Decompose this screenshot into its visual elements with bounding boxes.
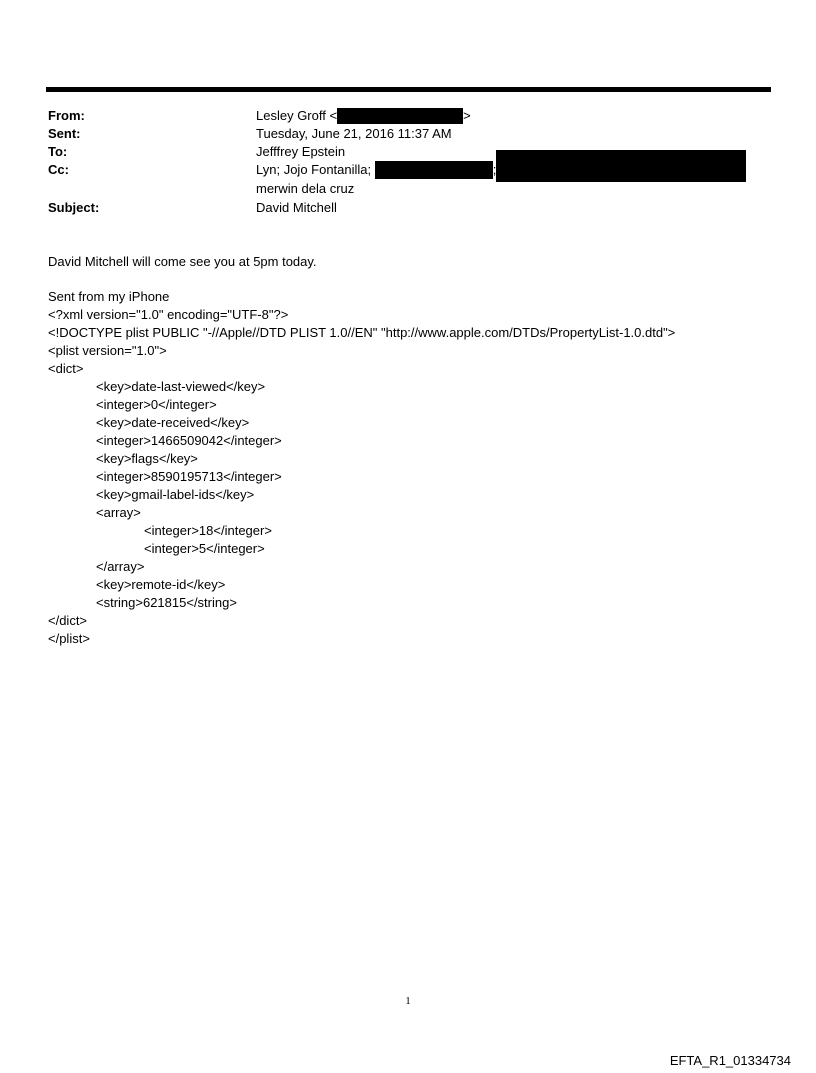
xml-line: <plist version="1.0"> [48, 343, 167, 358]
xml-line: <dict> [48, 361, 84, 376]
redaction-block [375, 161, 493, 179]
from-label: From: [48, 108, 85, 123]
xml-line: <key>date-last-viewed</key> [96, 379, 266, 394]
bates-number: EFTA_R1_01334734 [669, 1053, 791, 1068]
page-number: 1 [405, 995, 411, 1007]
subject-value: David Mitchell [256, 200, 337, 215]
cc-value-line1 [256, 161, 496, 179]
xml-line: <key>remote-id</key> [96, 577, 226, 592]
xml-line: <integer>1466509042</integer> [96, 433, 282, 448]
cc-recipients: Lyn; Jojo Fontanilla; [256, 162, 372, 177]
xml-line: <array> [96, 505, 141, 520]
redaction-block [496, 150, 746, 182]
xml-line: <!DOCTYPE plist PUBLIC "-//Apple//DTD PLIST 1.0//EN" "http://www.apple.com/DTDs/PropertyList-1.0.dtd"> [48, 325, 676, 340]
xml-line: </plist> [48, 631, 90, 646]
from-name: Lesley Groff < [256, 108, 338, 123]
xml-line: <integer>5</integer> [144, 541, 265, 556]
xml-line: <key>gmail-label-ids</key> [96, 487, 255, 502]
xml-line: <string>621815</string> [96, 595, 237, 610]
header-rule [46, 87, 771, 92]
xml-line: <key>date-received</key> [96, 415, 250, 430]
xml-line: </dict> [48, 613, 88, 628]
sent-label: Sent: [48, 126, 81, 141]
xml-line: </array> [96, 559, 145, 574]
xml-line: <integer>8590195713</integer> [96, 469, 282, 484]
from-value [256, 107, 471, 125]
from-close: > [463, 108, 471, 123]
subject-label: Subject: [48, 200, 100, 215]
to-value: Jefffrey Epstein [256, 144, 346, 159]
redaction-block [337, 108, 463, 124]
sent-value: Tuesday, June 21, 2016 11:37 AM [256, 126, 452, 141]
xml-line: <integer>0</integer> [96, 397, 217, 412]
cc-label: Cc: [48, 162, 69, 177]
cc-separator: ; [492, 162, 497, 177]
xml-line: <?xml version="1.0" encoding="UTF-8"?> [48, 307, 289, 322]
xml-line: <integer>18</integer> [144, 523, 272, 538]
to-label: To: [48, 144, 68, 159]
message-text: David Mitchell will come see you at 5pm today. [48, 254, 317, 269]
signature-text: Sent from my iPhone [48, 289, 170, 304]
xml-line: <key>flags</key> [96, 451, 198, 466]
cc-value-line2: merwin dela cruz [256, 181, 355, 196]
